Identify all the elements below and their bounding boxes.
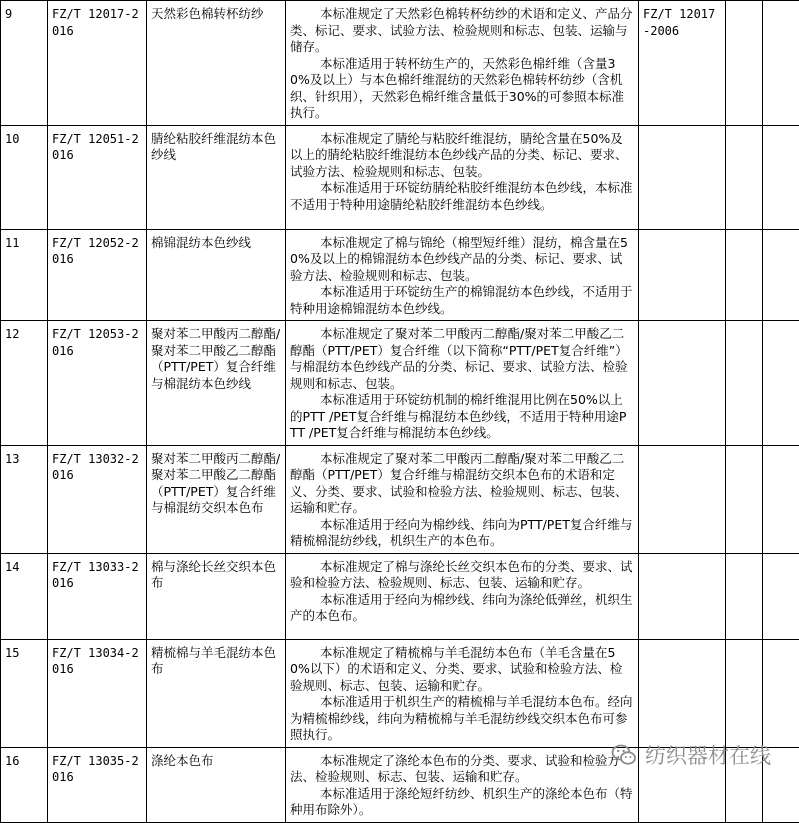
table-row — [1, 1, 799, 126]
standard-code: FZ/T 12017-2016 — [48, 1, 147, 126]
row-number: 10 — [1, 125, 48, 229]
table-row — [1, 445, 799, 553]
standard-name: 聚对苯二甲酸丙二醇酯/聚对苯二甲酸乙二醇酯（PTT/PET）复合纤维与棉混纺交织本色布 — [147, 445, 286, 553]
table-row — [1, 639, 799, 747]
replaced-standard: FZ/T 12017-2006 — [639, 1, 726, 126]
empty-cell — [726, 445, 763, 553]
scope-paragraph: 本标准规定了涤纶本色布的分类、要求、试验和检验方法、检验规则、标志、包装、运输和贮存。 — [290, 753, 634, 786]
standard-scope — [286, 747, 639, 822]
scope-paragraph: 本标准规定了棉与锦纶（棉型短纤维）混纺，棉含量在50%及以上的棉锦混纺本色纱线产品的分类、标记、要求、试验方法、检验规则和标志、包装。 — [290, 235, 634, 285]
standard-scope — [286, 553, 639, 639]
standard-scope — [286, 639, 639, 747]
table-row — [1, 229, 799, 321]
empty-cell — [763, 445, 799, 553]
scope-paragraph: 本标准规定了棉与涤纶长丝交织本色布的分类、要求、试验和检验方法、检验规则、标志、包装、运输和贮存。 — [290, 559, 634, 592]
row-number: 9 — [1, 1, 48, 126]
scope-paragraph: 本标准适用于环锭纺腈纶粘胶纤维混纺本色纱线，本标准不适用于特种用途腈纶粘胶纤维混纺本色纱线。 — [290, 180, 634, 213]
row-number: 12 — [1, 321, 48, 446]
watermark-text: 纺织器材在线 — [645, 740, 771, 770]
standard-name: 精梳棉与羊毛混纺本色布 — [147, 639, 286, 747]
scope-paragraph: 本标准规定了精梳棉与羊毛混纺本色布（羊毛含量在50%以下）的术语和定义、分类、要求、试验和检验方法、检验规则、标志、包装、运输和贮存。 — [290, 645, 634, 695]
empty-cell — [763, 1, 799, 126]
standard-name: 腈纶粘胶纤维混纺本色纱线 — [147, 125, 286, 229]
replaced-standard — [639, 229, 726, 321]
empty-cell — [726, 553, 763, 639]
row-number: 15 — [1, 639, 48, 747]
scope-paragraph: 本标准适用于经向为棉纱线、纬向为涤纶低弹丝，机织生产的本色布。 — [290, 592, 634, 625]
standard-code: FZ/T 13033-2016 — [48, 553, 147, 639]
replaced-standard — [639, 321, 726, 446]
row-number: 14 — [1, 553, 48, 639]
scope-paragraph: 本标准规定了腈纶与粘胶纤维混纺，腈纶含量在50%及以上的腈纶粘胶纤维混纺本色纱线产品的分类、标记、要求、试验方法、检验规则和标志、包装。 — [290, 131, 634, 181]
scope-paragraph: 本标准适用于环锭纺生产的棉锦混纺本色纱线，不适用于特种用途棉锦混纺本色纱线。 — [290, 284, 634, 317]
scope-paragraph: 本标准规定了聚对苯二甲酸丙二醇酯/聚对苯二甲酸乙二醇酯（PTT/PET）复合纤维与棉混纺交织本色布的术语和定义、分类、要求、试验和检验方法、检验规则、标志、包装、运输和贮存。 — [290, 451, 634, 517]
standard-scope — [286, 1, 639, 126]
scope-paragraph: 本标准规定了聚对苯二甲酸丙二醇酯/聚对苯二甲酸乙二醇酯（PTT/PET）复合纤维（以下简称“PTT/PET复合纤维”）与棉混纺本色纱线产品的分类、标记、要求、试验方法、检验规则和标志、包装。 — [290, 326, 634, 392]
scope-paragraph: 本标准适用于环锭纺机制的棉纤维混用比例在50%以上的PTT /PET复合纤维与棉混纺本色纱线，不适用于特种用途PTT /PET复合纤维与棉混纺本色纱线。 — [290, 392, 634, 442]
empty-cell — [763, 229, 799, 321]
standard-code: FZ/T 12052-2016 — [48, 229, 147, 321]
table-row — [1, 321, 799, 446]
scope-paragraph: 本标准适用于经向为棉纱线、纬向为PTT/PET复合纤维与精梳棉混纺纱线，机织生产的本色布。 — [290, 517, 634, 550]
table-row — [1, 553, 799, 639]
standard-code: FZ/T 13035-2016 — [48, 747, 147, 822]
empty-cell — [763, 321, 799, 446]
standard-code: FZ/T 12053-2016 — [48, 321, 147, 446]
empty-cell — [726, 639, 763, 747]
empty-cell — [726, 321, 763, 446]
replaced-standard — [639, 125, 726, 229]
scope-paragraph: 本标准适用于转杯纺生产的，天然彩色棉纤维（含量30%及以上）与本色棉纤维混纺的天然彩色棉转杯纺纱（含机织、针织用），天然彩色棉纤维含量低于30%的可参照本标准执行。 — [290, 56, 634, 122]
standard-code: FZ/T 13034-2016 — [48, 639, 147, 747]
empty-cell — [726, 1, 763, 126]
standard-name: 涤纶本色布 — [147, 747, 286, 822]
standard-name: 聚对苯二甲酸丙二醇酯/聚对苯二甲酸乙二醇酯（PTT/PET）复合纤维与棉混纺本色纱线 — [147, 321, 286, 446]
replaced-standard — [639, 639, 726, 747]
scope-paragraph: 本标准适用于涤纶短纤纺纱、机织生产的涤纶本色布（特种用布除外）。 — [290, 786, 634, 819]
standard-name: 棉与涤纶长丝交织本色布 — [147, 553, 286, 639]
standard-scope — [286, 445, 639, 553]
scope-paragraph: 本标准规定了天然彩色棉转杯纺纱的术语和定义、产品分类、标记、要求、试验方法、检验规则和标志、包装、运输与储存。 — [290, 6, 634, 56]
standard-scope — [286, 125, 639, 229]
row-number: 13 — [1, 445, 48, 553]
empty-cell — [763, 639, 799, 747]
table-row — [1, 125, 799, 229]
watermark — [611, 740, 771, 770]
row-number: 11 — [1, 229, 48, 321]
standard-name: 棉锦混纺本色纱线 — [147, 229, 286, 321]
empty-cell — [763, 553, 799, 639]
scope-paragraph: 本标准适用于机织生产的精梳棉与羊毛混纺本色布。经向为精梳棉纱线，纬向为精梳棉与羊毛混纺纱线交织本色布可参照执行。 — [290, 694, 634, 744]
wechat-icon — [611, 742, 637, 768]
standard-code: FZ/T 13032-2016 — [48, 445, 147, 553]
empty-cell — [726, 125, 763, 229]
row-number: 16 — [1, 747, 48, 822]
standard-code: FZ/T 12051-2016 — [48, 125, 147, 229]
replaced-standard — [639, 553, 726, 639]
empty-cell — [726, 229, 763, 321]
standard-scope — [286, 321, 639, 446]
empty-cell — [763, 125, 799, 229]
replaced-standard — [639, 445, 726, 553]
standard-scope — [286, 229, 639, 321]
table-body — [1, 1, 799, 823]
standard-name: 天然彩色棉转杯纺纱 — [147, 1, 286, 126]
